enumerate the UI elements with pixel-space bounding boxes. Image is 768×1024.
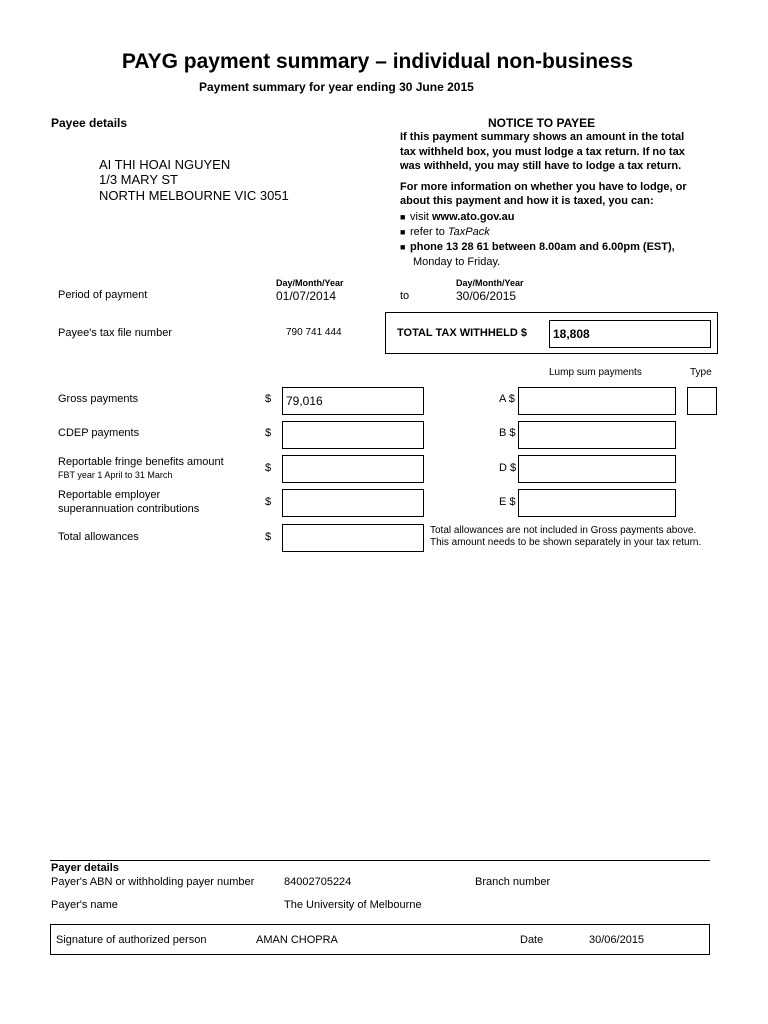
total-tax-withheld-label: TOTAL TAX WITHHELD $ bbox=[397, 327, 527, 339]
document-title: PAYG payment summary – individual non-business bbox=[121, 50, 634, 73]
total-allowances-label: Total allowances bbox=[58, 531, 139, 543]
payer-name-label: Payer's name bbox=[51, 899, 118, 911]
notice-heading: NOTICE TO PAYEE bbox=[488, 116, 596, 130]
lump-sum-d-field[interactable] bbox=[518, 455, 676, 483]
notice-option-phone-hours: Monday to Friday. bbox=[413, 255, 501, 268]
period-from-date: 01/07/2014 bbox=[276, 289, 337, 303]
currency-symbol: $ bbox=[265, 393, 272, 405]
ato-website-link[interactable]: www.ato.gov.au bbox=[432, 210, 515, 223]
period-to-label: to bbox=[400, 290, 410, 302]
from-date-format-label: Day/Month/Year bbox=[276, 278, 344, 288]
bullet-icon: ■ bbox=[400, 241, 406, 252]
tax-file-number-value: 790 741 444 bbox=[286, 327, 342, 338]
period-to-date: 30/06/2015 bbox=[456, 289, 517, 303]
currency-symbol: $ bbox=[265, 531, 272, 543]
notice-option-refer: ■ refer to TaxPack bbox=[400, 225, 490, 238]
branch-number-label: Branch number bbox=[475, 876, 551, 888]
bullet-icon: ■ bbox=[400, 226, 406, 237]
lump-sum-b-label: B $ bbox=[499, 427, 516, 439]
lump-sum-a-label: A $ bbox=[499, 393, 515, 405]
cdep-payments-field[interactable] bbox=[282, 421, 424, 449]
lump-sum-e-field[interactable] bbox=[518, 489, 676, 517]
total-tax-withheld-field[interactable]: 18,808 bbox=[549, 320, 711, 348]
allowances-note-line2: This amount needs to be shown separately in your tax return. bbox=[430, 537, 702, 548]
signature-name: AMAN CHOPRA bbox=[256, 934, 338, 946]
payee-address-line1: 1/3 MARY ST bbox=[99, 172, 178, 187]
payer-section-divider bbox=[50, 860, 710, 861]
notice-option-visit: ■ visit www.ato.gov.au bbox=[400, 210, 515, 223]
currency-symbol: $ bbox=[265, 462, 272, 474]
payer-details-heading: Payer details bbox=[51, 862, 119, 874]
date-value: 30/06/2015 bbox=[589, 934, 645, 946]
to-date-format-label: Day/Month/Year bbox=[456, 278, 524, 288]
total-allowances-field[interactable] bbox=[282, 524, 424, 552]
super-contributions-field[interactable] bbox=[282, 489, 424, 517]
lump-sum-heading: Lump sum payments bbox=[549, 367, 642, 378]
notice-paragraph-lodge: If this payment summary shows an amount in the total tax withheld box, you must lodge a tax return. If no tax was withheld, you may still have to lodge a tax return. bbox=[400, 131, 685, 172]
notice-body bbox=[400, 130, 700, 270]
fringe-benefits-field[interactable] bbox=[282, 455, 424, 483]
date-label: Date bbox=[520, 934, 544, 946]
super-contributions-label-line2: superannuation contributions bbox=[58, 503, 200, 515]
signature-label: Signature of authorized person bbox=[56, 934, 207, 946]
lump-sum-b-field[interactable] bbox=[518, 421, 676, 449]
payee-address-line2: NORTH MELBOURNE VIC 3051 bbox=[99, 188, 289, 203]
allowances-note-line1: Total allowances are not included in Gross payments above. bbox=[430, 525, 697, 536]
period-of-payment-label: Period of payment bbox=[58, 289, 148, 301]
gross-payments-field[interactable]: 79,016 bbox=[282, 387, 424, 415]
payee-details-heading: Payee details bbox=[51, 116, 128, 130]
notice-paragraph-info: For more information on whether you have to lodge, or about this payment and how it is taxed, you can: bbox=[400, 180, 687, 207]
bullet-icon: ■ bbox=[400, 211, 406, 222]
document-subtitle: Payment summary for year ending 30 June 2015 bbox=[199, 80, 474, 94]
fringe-benefits-sublabel: FBT year 1 April to 31 March bbox=[58, 470, 173, 480]
notice-options-list bbox=[400, 210, 700, 270]
lump-sum-type-heading: Type bbox=[690, 367, 712, 378]
payer-abn-value: 84002705224 bbox=[284, 876, 352, 888]
taxpack-reference: TaxPack bbox=[447, 225, 490, 238]
currency-symbol: $ bbox=[265, 496, 272, 508]
payee-name: AI THI HOAI NGUYEN bbox=[99, 157, 231, 172]
lump-sum-d-label: D $ bbox=[499, 462, 517, 474]
notice-option-phone: ■ phone 13 28 61 between 8.00am and 6.00pm (EST), bbox=[400, 240, 675, 253]
tax-file-number-label: Payee's tax file number bbox=[58, 327, 172, 339]
lump-sum-type-field[interactable] bbox=[687, 387, 717, 415]
lump-sum-e-label: E $ bbox=[499, 496, 516, 508]
lump-sum-a-field[interactable] bbox=[518, 387, 676, 415]
cdep-payments-label: CDEP payments bbox=[58, 427, 140, 439]
fringe-benefits-label: Reportable fringe benefits amount bbox=[58, 456, 224, 468]
currency-symbol: $ bbox=[265, 427, 272, 439]
payer-abn-label: Payer's ABN or withholding payer number bbox=[51, 876, 255, 888]
gross-payments-label: Gross payments bbox=[58, 393, 139, 405]
payer-name-value: The University of Melbourne bbox=[284, 899, 422, 911]
super-contributions-label-line1: Reportable employer bbox=[58, 489, 161, 501]
